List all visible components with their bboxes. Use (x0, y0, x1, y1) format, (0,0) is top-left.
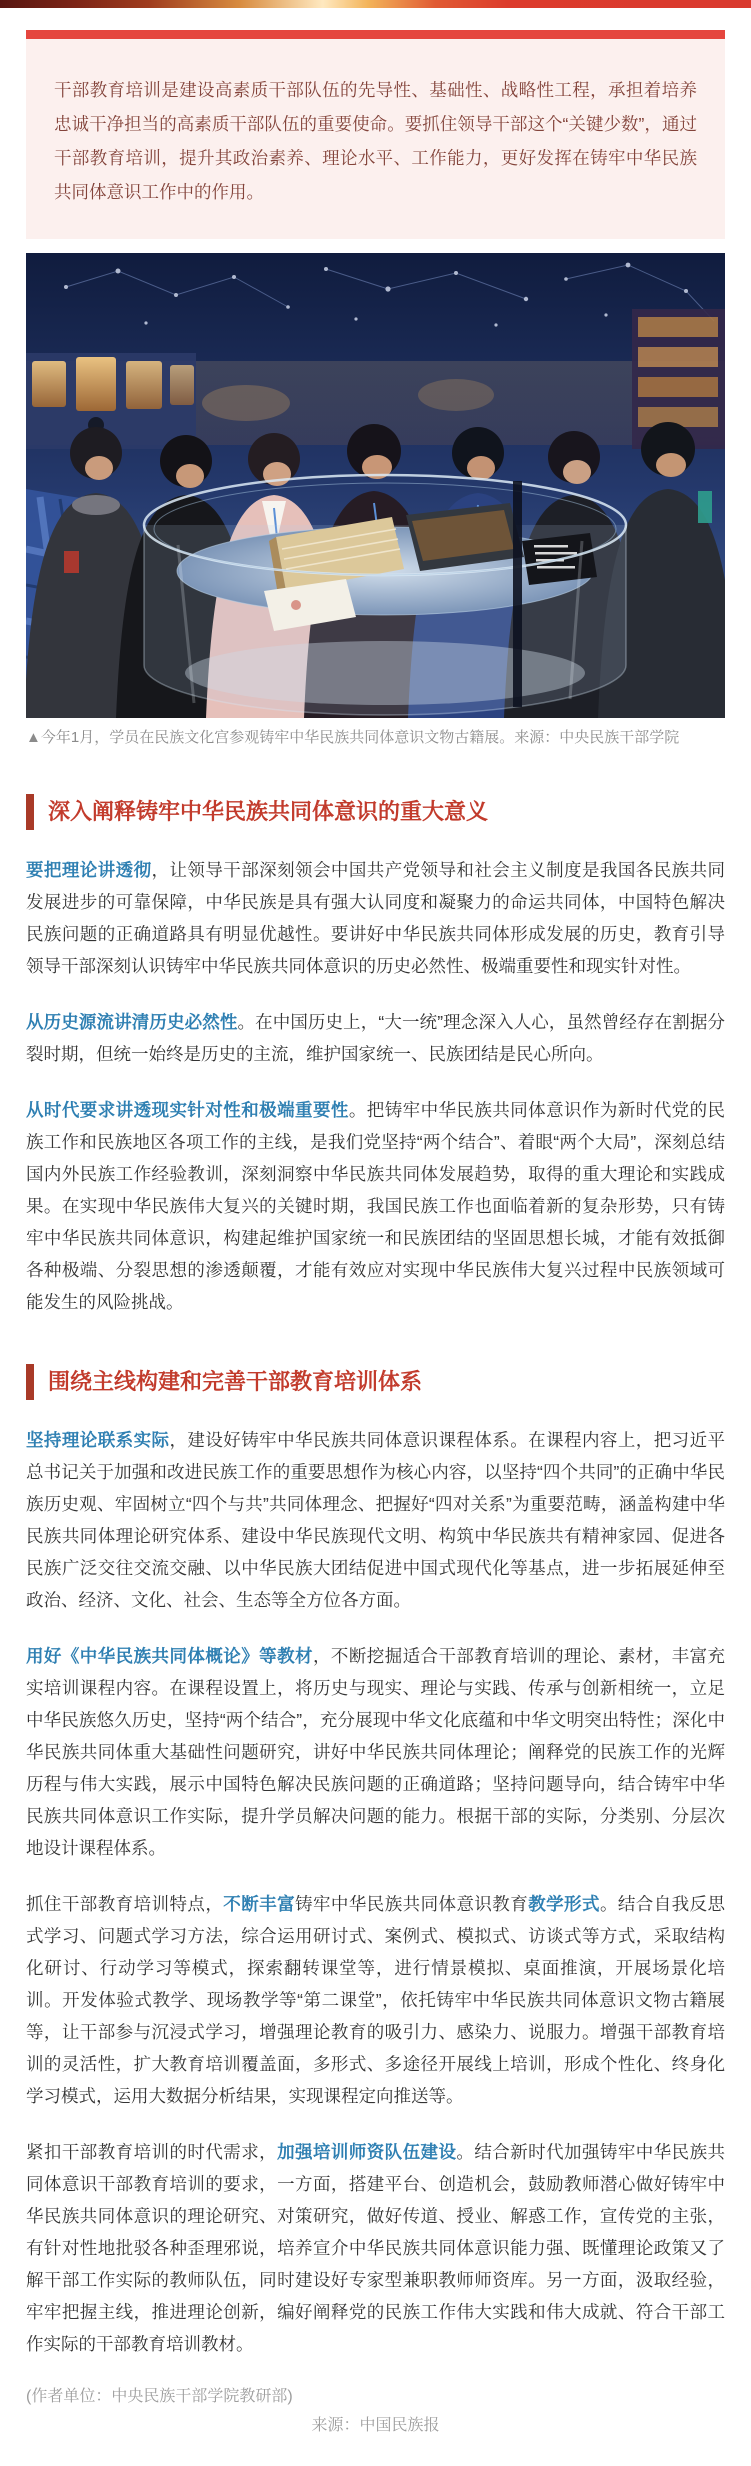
heading-accent-bar (26, 794, 34, 830)
paragraph-lead-text: 教学形式 (528, 1894, 600, 1914)
author-unit: (作者单位：中央民族干部学院教研部) (26, 2388, 293, 2405)
paragraph (26, 1888, 725, 2112)
quote-text: 干部教育培训是建设高素质干部队伍的先导性、基础性、战略性工程，承担着培养忠诚干净担当的高素质干部队伍的重要使命。要抓住领导干部这个“关键少数”，通过干部教育培训，提升其政治素养、理论水平、工作能力，更好发挥在铸牢中华民族共同体意识工作中的作用。 (54, 80, 697, 202)
paragraph-text: 。把铸牢中华民族共同体意识作为新时代党的民族工作和民族地区各项工作的主线，是我们党坚持“两个结合”、着眼“两个大局”，深刻总结国内外民族工作经验教训，深刻洞察中华民族共同体发展趋势，取得的重大理论和实践成果。在实现中华民族伟大复兴的关键时期，我国民族工作也面临着新的复杂形势，只有铸牢中华民族共同体意识，构建起维护国家统一和民族团结的坚固思想长城，才能有效抵御各种极端、分裂思想的渗透颠覆，才能有效应对实现中华民族伟大复兴过程中民族领域可能发生的风险挑战。 (26, 1100, 726, 1312)
section-heading-text: 深入阐释铸牢中华民族共同体意识的重大意义 (48, 799, 489, 824)
banner-image-bottom-edge (0, 0, 751, 8)
paragraph-text: ，建设好铸牢中华民族共同体意识课程体系。在课程内容上，把习近平总书记关于加强和改进民族工作的重要思想作为核心内容，以坚持“四个共同”的正确中华民族历史观、牢固树立“四个与共”共同体理念、把握好“四对关系”为重要范畴，涵盖构建中华民族共同体理论研究体系、建设中华民族现代文明、构筑中华民族共有精神家园、促进各民族广泛交往交流交融、以中华民族大团结促进中国式现代化等基点，进一步拓展延伸至政治、经济、文化、社会、生态等全方位各方面。 (26, 1430, 726, 1610)
paragraph-lead-text: 用好《中华民族共同体概论》等教材 (26, 1646, 313, 1666)
paragraph-lead-text: 坚持理论联系实际 (26, 1430, 170, 1450)
paragraph-text: ，不断挖掘适合干部教育培训的理论、素材，丰富充实培训课程内容。在课程设置上，将历史与现实、理论与实践、传承与创新相统一，立足中华民族悠久历史，坚持“两个结合”，充分展现中华文化底蕴和中华文明突出特性；深化中华民族共同体重大基础性问题研究，讲好中华民族共同体理论；阐释党的民族工作的光辉历程与伟大实践，展示中国特色解决民族问题的正确道路；坚持问题导向，结合铸牢中华民族共同体意识工作实际，提升学员解决问题的能力。根据干部的实际，分类别、分层次地设计课程体系。 (26, 1646, 726, 1858)
article-sections (0, 794, 751, 2360)
heading-accent-bar (26, 1364, 34, 1400)
paragraph-text: ，让领导干部深刻领会中国共产党领导和社会主义制度是我国各民族共同发展进步的可靠保障，中华民族是具有强大认同度和凝聚力的命运共同体，中国特色解决民族问题的正确道路具有明显优越性。要讲好中华民族共同体形成发展的历史，教育引导领导干部深刻认识铸牢中华民族共同体意识的历史必然性、极端重要性和现实针对性。 (26, 860, 726, 976)
exhibition-photo (26, 253, 725, 718)
paragraph-lead-text: 要把理论讲透彻 (26, 860, 152, 880)
paragraph (26, 1424, 725, 1616)
section-heading (26, 794, 725, 830)
paragraph-text: 紧扣干部教育培训的时代需求， (26, 2142, 278, 2162)
paragraph-lead-text: 从时代要求讲透现实针对性和极端重要性 (26, 1100, 349, 1120)
paragraph-lead-text: 不断丰富 (223, 1894, 296, 1914)
paragraph-text: 抓住干部教育培训特点， (26, 1894, 224, 1914)
paragraph (26, 854, 725, 982)
photo-caption: ▲今年1月，学员在民族文化宫参观铸牢中华民族共同体意识文物古籍展。来源：中央民族干部学院 (26, 729, 680, 746)
section-heading (26, 1364, 725, 1400)
section-heading-text: 围绕主线构建和完善干部教育培训体系 (48, 1369, 423, 1394)
paragraph-text: 。结合新时代加强铸牢中华民族共同体意识干部教育培训的要求，一方面，搭建平台、创造机会，鼓励教师潜心做好铸牢中华民族共同体意识的理论研究、对策研究，做好传道、授业、解惑工作，宣传党的主张，有针对性地批驳各种歪理邪说，培养宣介中华民族共同体意识能力强、既懂理论政策又了解干部工作实际的教师队伍，同时建设好专家型兼职教师师资库。另一方面，汲取经验，牢牢把握主线，推进理论创新，编好阐释党的民族工作伟大实践和伟大成就、符合干部工作实际的干部教育培训教材。 (26, 2142, 725, 2354)
source-line: 来源：中国民族报 (311, 2417, 440, 2434)
paragraph (26, 2136, 725, 2360)
paragraph (26, 1006, 725, 1070)
paragraph-text: 。结合自我反思式学习、问题式学习方法，综合运用研讨式、案例式、模拟式、访谈式等方式，采取结构化研讨、行动学习等模式，探索翻转课堂等，进行情景模拟、桌面推演，开展场景化培训。开发体验式教学、现场教学等“第二课堂”，依托铸牢中华民族共同体意识文物古籍展等，让干部参与沉浸式学习，增强理论教育的吸引力、感染力、说服力。增强干部教育培训的灵活性，扩大教育培训覆盖面，多形式、多途径开展线上培训，形成个性化、终身化学习模式，运用大数据分析结果，实现课程定向推送等。 (26, 1894, 726, 2106)
paragraph-lead-text: 从历史源流讲清历史必然性 (26, 1012, 238, 1032)
paragraph-lead-text: 加强培训师资队伍建设 (277, 2142, 457, 2162)
photo-figure (26, 253, 725, 748)
paragraph (26, 1094, 725, 1318)
paragraph (26, 1640, 725, 1864)
paragraph-text: 。在中国历史上，“大一统”理念深入人心，虽然曾经存在割据分裂时期，但统一始终是历史的主流，维护国家统一、民族团结是民心所向。 (26, 1012, 725, 1064)
highlight-quote-box (26, 30, 725, 239)
paragraph-text: 铸牢中华民族共同体意识教育 (295, 1894, 529, 1914)
